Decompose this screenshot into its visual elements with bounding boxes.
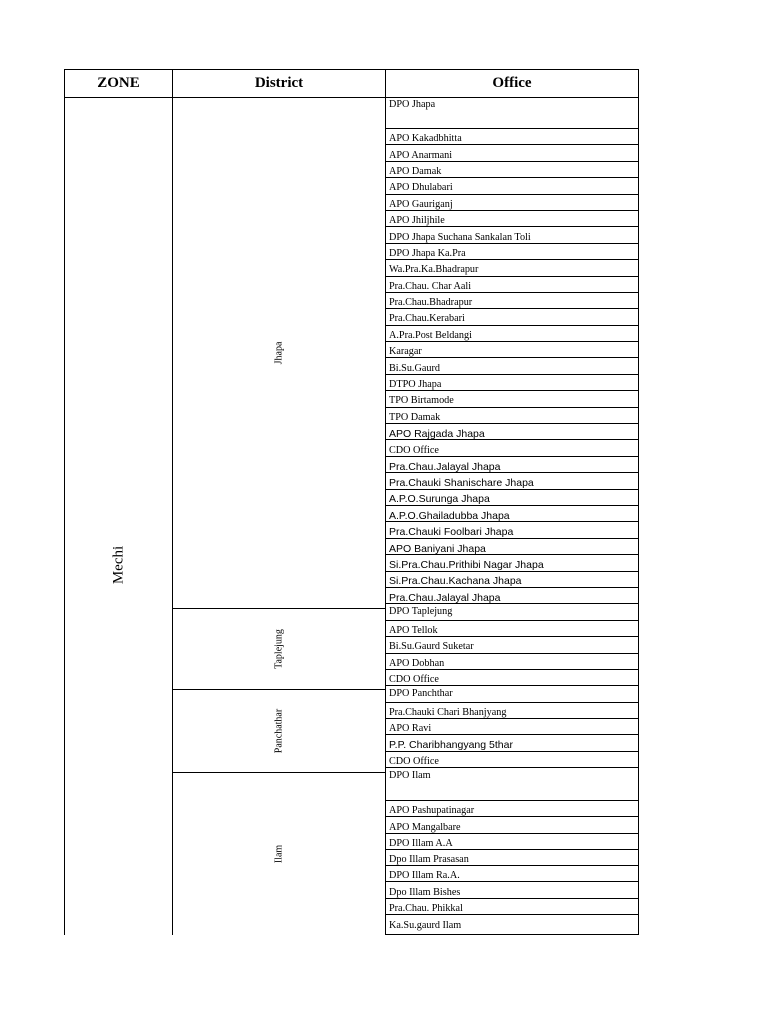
office-row: Pra.Chauki Shanischare Jhapa	[386, 473, 638, 489]
office-row: Pra.Chau. Phikkal	[386, 899, 638, 915]
header-district: District	[172, 69, 386, 98]
office-row: Karagar	[386, 342, 638, 358]
zone-label: Mechi	[110, 545, 127, 585]
office-row: Pra.Chauki Foolbari Jhapa	[386, 522, 638, 538]
office-row: DPO Ilam	[386, 768, 638, 801]
office-row: DTPO Jhapa	[386, 375, 638, 391]
office-row: APO Dhulabari	[386, 178, 638, 194]
district-cell-ilam	[172, 772, 386, 935]
office-row: DPO Panchthar	[386, 686, 638, 702]
office-row: APO Kakadbhitta	[386, 129, 638, 145]
district-label-taplejung: Taplejung	[273, 629, 285, 669]
office-row: DPO Illam Ra.A.	[386, 866, 638, 882]
office-row: Si.Pra.Chau.Prithibi Nagar Jhapa	[386, 555, 638, 571]
office-row: P.P. Charibhangyang 5thar	[386, 735, 638, 751]
header-office: Office	[385, 69, 639, 98]
office-row: CDO Office	[386, 670, 638, 686]
office-row: APO Gauriganj	[386, 195, 638, 211]
office-row: DPO Illam A.A	[386, 834, 638, 850]
office-row: CDO Office	[386, 440, 638, 456]
office-row: APO Mangalbare	[386, 817, 638, 833]
office-row: Dpo Illam Bishes	[386, 882, 638, 898]
district-label-ilam: Ilam	[273, 844, 285, 864]
office-row: TPO Damak	[386, 408, 638, 424]
office-row: A.P.O.Ghailadubba Jhapa	[386, 506, 638, 522]
district-cell-jhapa	[172, 97, 386, 609]
office-row: APO Anarmani	[386, 145, 638, 161]
office-row: Pra.Chau.Jalayal Jhapa	[386, 457, 638, 473]
office-row: Ka.Su.gaurd Ilam	[389, 920, 462, 932]
office-row: Pra.Chau.Jalayal Jhapa	[386, 588, 638, 604]
office-row: Dpo Illam Prasasan	[386, 850, 638, 866]
office-row: APO Jhiljhile	[386, 211, 638, 227]
office-row: DPO Taplejung	[386, 604, 638, 620]
office-row: APO Pashupatinagar	[386, 801, 638, 817]
office-row: APO Baniyani Jhapa	[386, 539, 638, 555]
office-row: Pra.Chau.Bhadrapur	[386, 293, 638, 309]
office-row: TPO Birtamode	[386, 391, 638, 407]
office-row: APO Ravi	[386, 719, 638, 735]
office-row: Bi.Su.Gaurd	[386, 358, 638, 374]
office-row: A.Pra.Post Beldangi	[386, 326, 638, 342]
district-label-jhapa: Jhapa	[273, 341, 285, 365]
office-row: DPO Jhapa Suchana Sankalan Toli	[386, 227, 638, 243]
office-row: Pra.Chauki Chari Bhanjyang	[386, 703, 638, 719]
office-column	[385, 97, 639, 935]
office-row: Wa.Pra.Ka.Bhadrapur	[386, 260, 638, 276]
office-row: Pra.Chau.Kerabari	[386, 309, 638, 325]
office-row: APO Tellok	[386, 621, 638, 637]
office-row: Si.Pra.Chau.Kachana Jhapa	[386, 572, 638, 588]
office-row: APO Dobhan	[386, 654, 638, 670]
office-row: Pra.Chau. Char Aali	[386, 277, 638, 293]
office-table	[64, 69, 639, 935]
district-label-panchathar: Panchathar	[273, 708, 285, 754]
office-row: Bi.Su.Gaurd Suketar	[386, 637, 638, 653]
district-cell-taplejung	[172, 608, 386, 690]
office-row: DPO Jhapa	[386, 97, 638, 129]
office-row: CDO Office	[386, 752, 638, 768]
office-row: DPO Jhapa Ka.Pra	[386, 244, 638, 260]
office-row: A.P.O.Surunga Jhapa	[386, 490, 638, 506]
office-row: APO Damak	[386, 162, 638, 178]
header-zone: ZONE	[64, 69, 173, 98]
zone-cell	[64, 97, 173, 935]
office-row: APO Rajgada Jhapa	[386, 424, 638, 440]
district-cell-panchathar	[172, 689, 386, 773]
